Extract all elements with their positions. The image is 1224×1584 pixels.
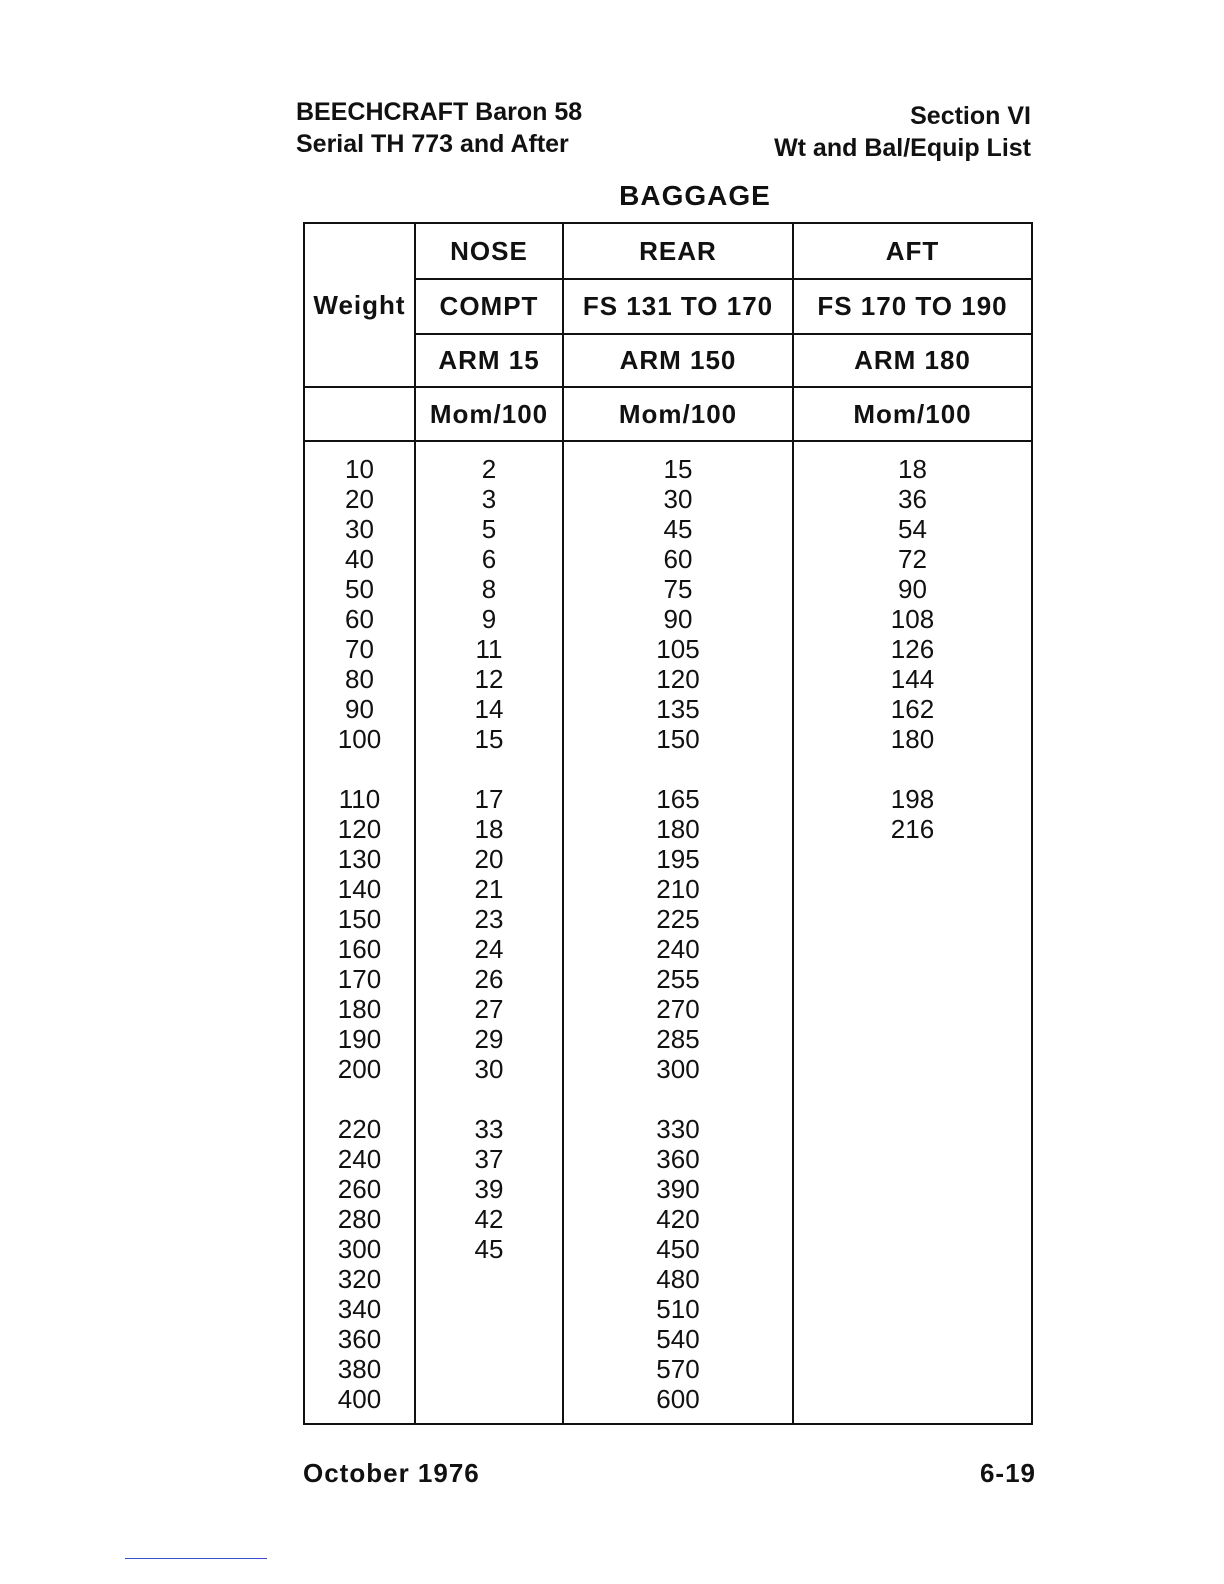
nose-unit: Mom/100: [429, 398, 549, 429]
weight-column: [305, 454, 414, 1414]
table-cell: 126: [890, 634, 935, 664]
table-cell: 90: [663, 604, 693, 634]
table-cell: 17: [474, 784, 504, 814]
table-cell: 220: [337, 1114, 382, 1144]
table-cell: 285: [656, 1024, 700, 1054]
table-cell: 54: [898, 514, 927, 544]
row-spacer: [794, 754, 1031, 784]
table-cell: 5: [481, 514, 497, 544]
row-spacer: [564, 1084, 792, 1114]
header-right: [774, 100, 1031, 164]
table-cell: 160: [337, 934, 382, 964]
table-cell: 210: [656, 874, 700, 904]
table-cell: 45: [663, 514, 693, 544]
nose-subheader: COMPT: [439, 291, 539, 321]
table-cell: 150: [337, 904, 382, 934]
table-cell: 165: [656, 784, 700, 814]
table-cell: 480: [656, 1264, 700, 1294]
table-cell: 260: [337, 1174, 382, 1204]
table-cell: 2: [481, 454, 497, 484]
table-cell: 390: [656, 1174, 700, 1204]
table-cell: 195: [656, 844, 700, 874]
table-cell: 42: [474, 1204, 504, 1234]
row-spacer: [564, 754, 792, 784]
table-cell: 30: [474, 1054, 504, 1084]
row-spacer: [305, 754, 414, 784]
table-cell: 360: [337, 1324, 382, 1354]
rear-subheader: FS 131 TO 170: [582, 291, 774, 321]
table-cell: 105: [656, 634, 700, 664]
table-cell: 90: [898, 574, 927, 604]
table-cell: 180: [656, 814, 700, 844]
table-cell: 110: [338, 784, 381, 814]
table-cell: 120: [337, 814, 382, 844]
table-cell: 75: [663, 574, 693, 604]
table-cell: 30: [345, 514, 374, 544]
table-cell: 108: [890, 604, 935, 634]
table-cell: 20: [474, 844, 504, 874]
aft-header: AFT: [885, 235, 940, 266]
table-cell: 420: [656, 1204, 700, 1234]
table-cell: 144: [890, 664, 935, 694]
table-cell: 510: [656, 1294, 700, 1324]
table-cell: 40: [345, 544, 374, 574]
table-cell: 60: [663, 544, 693, 574]
table-cell: 300: [656, 1054, 700, 1084]
table-cell: 29: [474, 1024, 504, 1054]
table-cell: 120: [656, 664, 700, 694]
table-cell: 80: [345, 664, 374, 694]
table-cell: 50: [345, 574, 374, 604]
nose-header: NOSE: [450, 235, 528, 266]
table-cell: 180: [890, 724, 935, 754]
table-cell: 3: [481, 484, 497, 514]
table-cell: 190: [337, 1024, 382, 1054]
serial-range: Serial TH 773 and After: [296, 130, 569, 158]
table-cell: 90: [345, 694, 374, 724]
table-cell: 200: [337, 1054, 382, 1084]
table-cell: 14: [474, 694, 504, 724]
row-spacer: [416, 754, 562, 784]
table-cell: 24: [474, 934, 504, 964]
footer-date: October 1976: [303, 1458, 480, 1488]
table-cell: 18: [898, 454, 927, 484]
section-subtitle: Wt and Bal/Equip List: [774, 134, 1031, 162]
row-spacer: [416, 1084, 562, 1114]
table-cell: 140: [337, 874, 382, 904]
table-cell: 36: [898, 484, 927, 514]
table-cell: 240: [656, 934, 700, 964]
weight-header: Weight: [313, 289, 406, 320]
grid-line: [305, 440, 1031, 442]
table-cell: 21: [474, 874, 504, 904]
table-cell: 33: [474, 1114, 504, 1144]
baggage-moment-table: [303, 222, 1033, 1425]
page-number: 6-19: [979, 1458, 1036, 1488]
table-cell: 380: [337, 1354, 382, 1384]
table-cell: 30: [663, 484, 693, 514]
table-cell: 27: [474, 994, 504, 1024]
table-cell: 130: [337, 844, 382, 874]
table-cell: 162: [890, 694, 935, 724]
aft-unit: Mom/100: [853, 398, 972, 429]
table-cell: 340: [337, 1294, 382, 1324]
table-cell: 270: [656, 994, 700, 1024]
table-cell: 320: [337, 1264, 382, 1294]
table-cell: 26: [474, 964, 504, 994]
table-cell: 100: [337, 724, 382, 754]
table-cell: 20: [345, 484, 374, 514]
table-cell: 8: [481, 574, 497, 604]
table-cell: 280: [337, 1204, 382, 1234]
aft-arm: ARM 180: [854, 345, 971, 375]
table-cell: 240: [337, 1144, 382, 1174]
table-cell: 23: [474, 904, 504, 934]
table-cell: 60: [345, 604, 374, 634]
section-label: Section VI: [910, 102, 1031, 130]
rear-unit: Mom/100: [618, 398, 738, 429]
rear-arm: ARM 150: [619, 345, 737, 375]
rear-header: REAR: [639, 235, 717, 266]
table-cell: 255: [656, 964, 700, 994]
table-cell: 300: [337, 1234, 382, 1264]
table-cell: 216: [890, 814, 935, 844]
table-cell: 9: [481, 604, 497, 634]
divider: [125, 1558, 267, 1559]
page-title: BAGGAGE: [619, 180, 771, 211]
table-cell: 37: [474, 1144, 504, 1174]
table-cell: 72: [898, 544, 927, 574]
table-cell: 15: [474, 724, 504, 754]
rear-moment-column: [564, 454, 792, 1414]
table-cell: 12: [474, 664, 504, 694]
nose-arm: ARM 15: [438, 345, 540, 375]
table-cell: 450: [656, 1234, 700, 1264]
table-cell: 600: [656, 1384, 700, 1414]
table-cell: 135: [656, 694, 700, 724]
table-cell: 540: [656, 1324, 700, 1354]
table-cell: 330: [656, 1114, 700, 1144]
table-cell: 45: [474, 1234, 504, 1264]
table-cell: 400: [337, 1384, 382, 1414]
table-cell: 570: [656, 1354, 700, 1384]
table-cell: 15: [663, 454, 693, 484]
aft-subheader: FS 170 TO 190: [817, 291, 1008, 321]
table-cell: 225: [656, 904, 700, 934]
table-cell: 360: [656, 1144, 700, 1174]
table-cell: 18: [474, 814, 504, 844]
table-cell: 6: [481, 544, 497, 574]
table-cell: 180: [337, 994, 382, 1024]
row-spacer: [305, 1084, 414, 1114]
nose-moment-column: [416, 454, 562, 1264]
table-cell: 198: [890, 784, 935, 814]
table-cell: 10: [345, 454, 374, 484]
table-cell: 70: [345, 634, 374, 664]
table-cell: 39: [474, 1174, 504, 1204]
aircraft-model: BEECHCRAFT Baron 58: [296, 98, 583, 126]
table-cell: 11: [475, 634, 503, 664]
table-cell: 150: [656, 724, 700, 754]
header-left: [296, 96, 582, 160]
aft-moment-column: [794, 454, 1031, 844]
table-cell: 170: [337, 964, 382, 994]
